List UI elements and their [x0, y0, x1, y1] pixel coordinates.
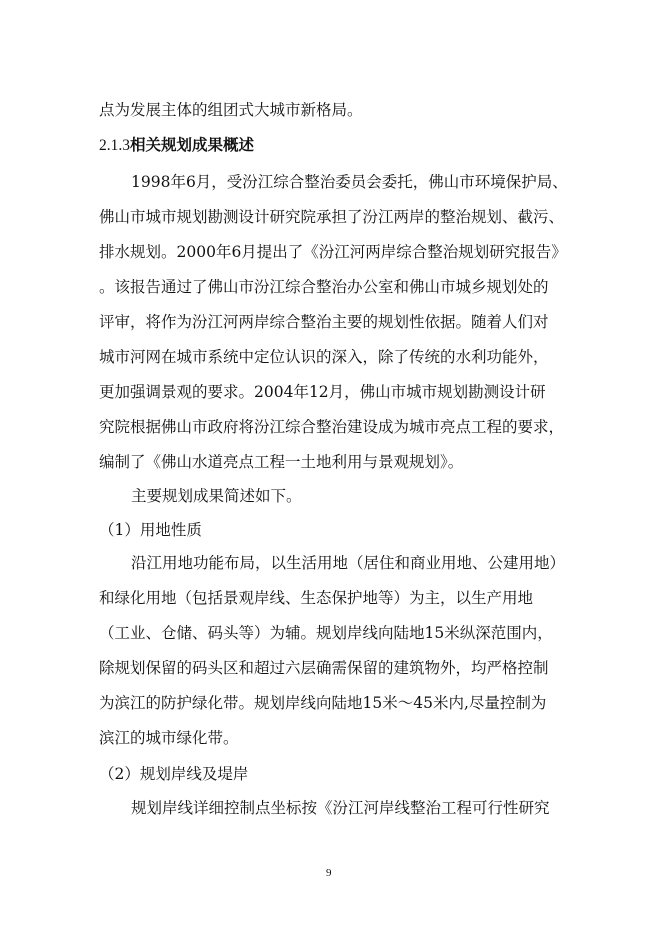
paragraph-line: 编制了《佛山水道亮点工程一土地利用与景观规划》。	[99, 453, 464, 471]
paragraph-line: 沿江用地功能布局，以生活用地（居住和商业用地、公建用地）	[131, 554, 566, 572]
paragraph-line: 1998年6月，受汾江综合整治委员会委托，佛山市环境保护局、	[131, 173, 568, 191]
paragraph-line: （工业、仓储、码头等）为辅。规划岸线向陆地15米纵深范围内，	[99, 624, 553, 642]
section-heading	[99, 135, 254, 155]
paragraph-line: 。该报告通过了佛山市汾江综合整治办公室和佛山市城乡规划处的	[99, 278, 549, 296]
paragraph-line: 规划岸线详细控制点坐标按《汾江河岸线整治工程可行性研究	[131, 799, 550, 817]
subsection-heading: （2）规划岸线及堤岸	[99, 765, 249, 783]
paragraph-line: 主要规划成果简述如下。	[131, 487, 302, 505]
paragraph-line: 更加强调景观的要求。2004年12月，佛山市城市规划勘测设计研	[99, 383, 546, 401]
section-number: 2.1.3	[99, 137, 130, 154]
section-title: 相关规划成果概述	[130, 135, 255, 154]
page-number: 9	[326, 867, 332, 879]
paragraph-line: 排水规划。2000年6月提出了《汾江河两岸综合整治规划研究报告》	[99, 243, 567, 261]
paragraph-line: 为滨江的防护绿化带。规划岸线向陆地15米～45米内,尽量控制为	[99, 694, 547, 712]
paragraph-line: 评审，将作为汾江河两岸综合整治主要的规划性依据。随着人们对	[99, 313, 549, 331]
paragraph-line: 点为发展主体的组团式大城市新格局。	[99, 101, 363, 119]
paragraph-line: 除规划保留的码头区和超过六层确需保留的建筑物外，均严格控制	[99, 659, 549, 677]
paragraph-line: 和绿化用地（包括景观岸线、生态保护地等）为主，以生产用地	[99, 589, 534, 607]
paragraph-line: 佛山市城市规划勘测设计研究院承担了汾江两岸的整治规划、截污、	[99, 208, 565, 226]
paragraph-line: 究院根据佛山市政府将汾江综合整治建设成为城市亮点工程的要求，	[99, 418, 565, 436]
subsection-heading: （1）用地性质	[99, 521, 202, 539]
paragraph-line: 滨江的城市绿化带。	[99, 729, 239, 747]
paragraph-line: 城市河网在城市系统中定位认识的深入，除了传统的水利功能外，	[99, 348, 549, 366]
